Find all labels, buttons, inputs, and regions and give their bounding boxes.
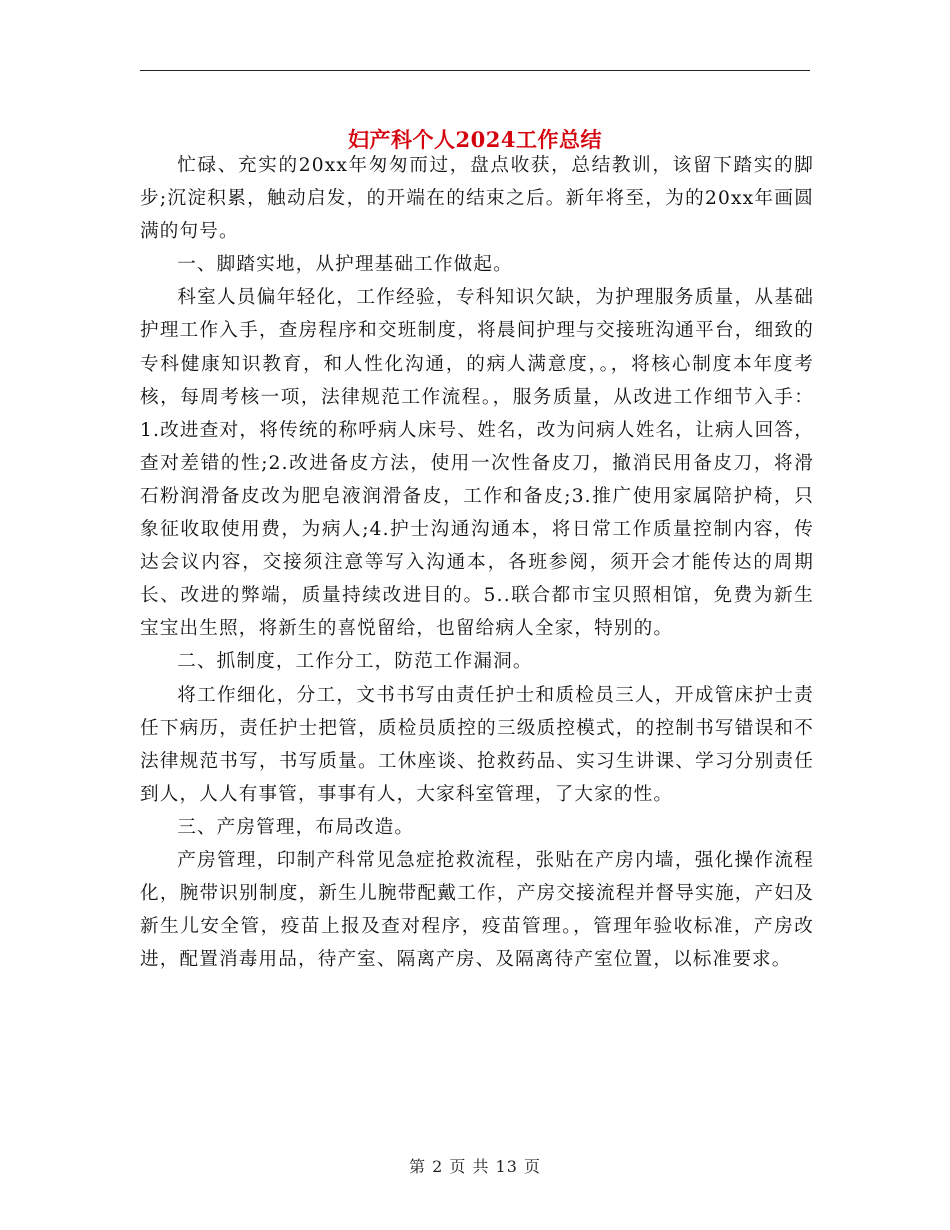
page-number: 第 2 页 共 13 页 bbox=[409, 1157, 541, 1176]
section-heading-2: 二、抓制度，工作分工，防范工作漏洞。 bbox=[177, 651, 533, 673]
section-heading-1: 一、脚踏实地，从护理基础工作做起。 bbox=[177, 254, 513, 276]
section-heading-3: 三、产房管理，布局改造。 bbox=[177, 816, 415, 838]
header-rule bbox=[140, 70, 810, 71]
paragraph-intro: 忙碌、充实的20xx年匆匆而过，盘点收获，总结教训，该留下踏实的脚步;沉淀积累，触动启发，的开端在的结束之后。新年将至，为的20xx年画圆满的句号。 bbox=[140, 155, 814, 243]
document-body bbox=[140, 149, 814, 976]
paragraph-section-1: 科室人员偏年轻化，工作经验，专科知识欠缺，为护理服务质量，从基础护理工作入手，查房程序和交班制度，将晨间护理与交接班沟通平台，细致的专科健康知识教育，和人性化沟通，的病人满意度，。，将核心制度本年度考核，每周考核一项，法律规范工作流程。，服务质量，从改进工作细节入手：1.改进查对，将传统的称呼病人床号、姓名，改为问病人姓名，让病人回答，查对差错的性;2.改进备皮方法，使用一次性备皮刀，撤消民用备皮刀，将滑石粉润滑备皮改为肥皂液润滑备皮，工作和备皮;3.推广使用家属陪护椅，只象征收取使用费，为病人;4.护士沟通沟通本，将日常工作质量控制内容，传达会议内容，交接须注意等写入沟通本，各班参阅，须开会才能传达的周期长、改进的弊端，质量持续改进目的。5..联合都市宝贝照相馆，免费为新生宝宝出生照，将新生的喜悦留给，也留给病人全家，特别的。 bbox=[140, 287, 814, 640]
paragraph-section-2: 将工作细化，分工，文书书写由责任护士和质检员三人，开成管床护士责任下病历，责任护士把管，质检员质控的三级质控模式，的控制书写错误和不法律规范书写，书写质量。工休座谈、抢救药品、实习生讲课、学习分别责任到人，人人有事管，事事有人，大家科室管理，了大家的性。 bbox=[140, 684, 814, 805]
document-title: 妇产科个人2024工作总结 bbox=[348, 127, 602, 153]
paragraph-section-3: 产房管理，印制产科常见急症抢救流程，张贴在产房内墙，强化操作流程化，腕带识别制度，新生儿腕带配戴工作，产房交接流程并督导实施，产妇及新生儿安全管，疫苗上报及查对程序，疫苗管理。，管理年验收标准，产房改进，配置消毒用品，待产室、隔离产房、及隔离待产室位置，以标准要求。 bbox=[140, 849, 814, 971]
